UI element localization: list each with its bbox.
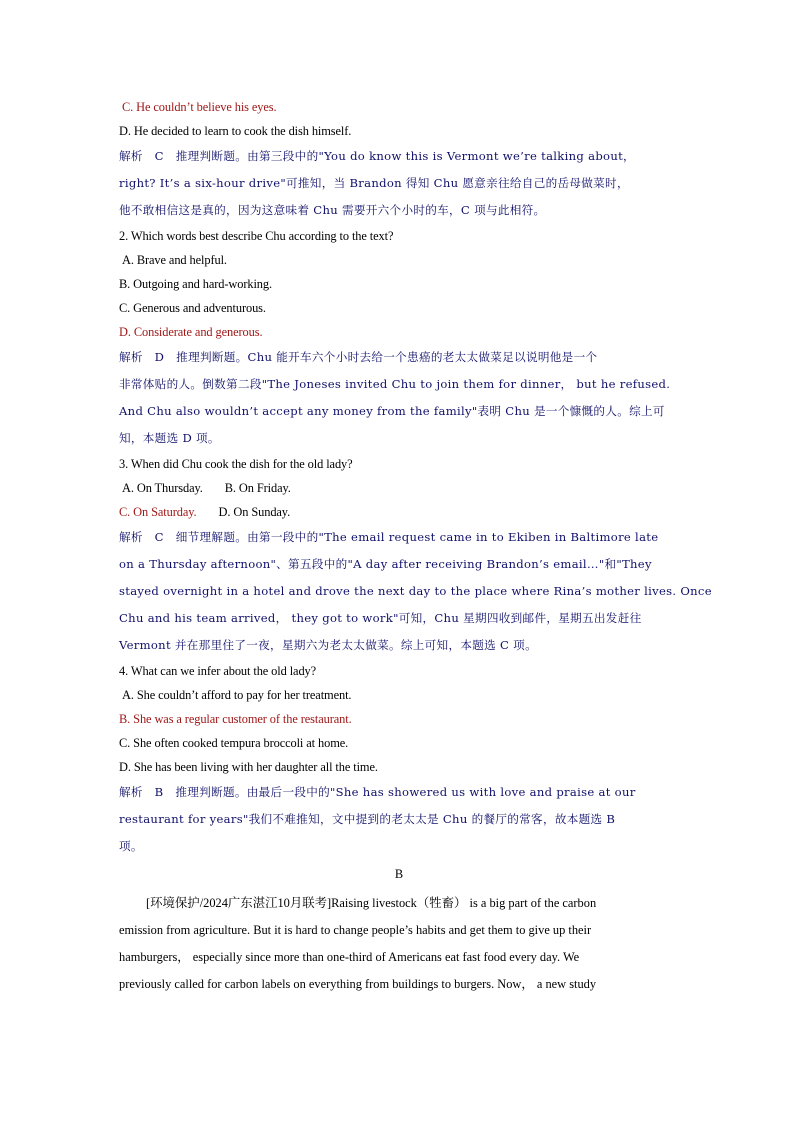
q3-explanation-line-2: on a Thursday afternoon"、第五段中的"A day after receiving Brandon’s email…"和"They <box>119 557 652 571</box>
q2-option-a: A. Brave and helpful. <box>122 253 227 267</box>
q2-explanation-line-3: And Chu also wouldn’t accept any money from the family"表明 Chu 是一个慷慨的人。综上可 <box>119 404 665 418</box>
q1-option-c-answer: C. He couldn’t believe his eyes. <box>122 100 277 114</box>
q3-explanation-line-3: stayed overnight in a hotel and drove the next day to the place where Rina’s mother lives. Once <box>119 584 712 598</box>
q2-explanation-line-4: 知，本题选 D 项。 <box>119 431 220 445</box>
q1-option-d: D. He decided to learn to cook the dish himself. <box>119 124 352 138</box>
q4-explanation-line-1: 解析 B 推理判断题。由最后一段中的"She has showered us with love and praise at our <box>119 785 636 799</box>
document-page <box>119 95 712 998</box>
passage-line-4: previously called for carbon labels on everything from buildings to burgers. Now， a new study <box>119 977 597 991</box>
q2-option-c: C. Generous and adventurous. <box>119 301 266 315</box>
q2-option-d-answer: D. Considerate and generous. <box>119 325 263 339</box>
q3-question: 3. When did Chu cook the dish for the old lady? <box>119 457 353 471</box>
q2-explanation-line-2: 非常体贴的人。倒数第二段"The Joneses invited Chu to join them for dinner， but he refused. <box>119 377 671 391</box>
q3-options-row-2 <box>119 500 679 524</box>
q3-option-c-answer: C. On Saturday. <box>119 505 197 519</box>
q3-option-b: B. On Friday. <box>224 481 291 495</box>
q3-options-row-1 <box>119 476 679 500</box>
section-b-heading: B <box>394 867 404 881</box>
passage-line-3: hamburgers， especially since more than one-third of Americans eat fast food every day. We <box>119 950 580 964</box>
q3-option-d: D. On Sunday. <box>218 505 291 519</box>
q1-explanation-line-3: 他不敢相信这是真的，因为这意味着 Chu 需要开六个小时的车，C 项与此相符。 <box>119 203 546 217</box>
q1-explanation-line-2: right? It’s a six-hour drive"可推知，当 Brandon 得知 Chu 愿意亲往给自己的岳母做菜时， <box>119 176 629 190</box>
passage-line-1: [环境保护/2024广东湛江10月联考]Raising livestock（牲畜） is a big part of the carbon <box>146 896 597 910</box>
q2-question: 2. Which words best describe Chu according to the text? <box>119 229 394 243</box>
q3-explanation-line-4: Chu and his team arrived， they got to work"可知，Chu 星期四收到邮件，星期五出发赶往 <box>119 611 642 625</box>
q1-explanation-line-1: 解析 C 推理判断题。由第三段中的"You do know this is Vermont we’re talking about， <box>119 149 635 163</box>
q4-option-c: C. She often cooked tempura broccoli at home. <box>119 736 349 750</box>
q3-explanation-line-1: 解析 C 细节理解题。由第一段中的"The email request came in to Ekiben in Baltimore late <box>119 530 659 544</box>
passage-line-2: emission from agriculture. But it is hard to change people’s habits and get them to give up their <box>119 923 592 937</box>
q4-option-b-answer: B. She was a regular customer of the restaurant. <box>119 712 352 726</box>
q4-option-a: A. She couldn’t afford to pay for her treatment. <box>122 688 352 702</box>
q2-explanation-line-1: 解析 D 推理判断题。Chu 能开车六个小时去给一个患癌的老太太做菜足以说明他是一个 <box>119 350 598 364</box>
q4-explanation-line-3: 项。 <box>119 839 143 853</box>
q4-option-d: D. She has been living with her daughter all the time. <box>119 760 378 774</box>
q2-option-b: B. Outgoing and hard-working. <box>119 277 272 291</box>
q3-explanation-line-5: Vermont 并在那里住了一夜，星期六为老太太做菜。综上可知，本题选 C 项。 <box>119 638 537 652</box>
q3-option-a: A. On Thursday. <box>122 481 203 495</box>
q4-question: 4. What can we infer about the old lady? <box>119 664 317 678</box>
q4-explanation-line-2: restaurant for years"我们不难推知，文中提到的老太太是 Chu 的餐厅的常客，故本题选 B <box>119 812 616 826</box>
